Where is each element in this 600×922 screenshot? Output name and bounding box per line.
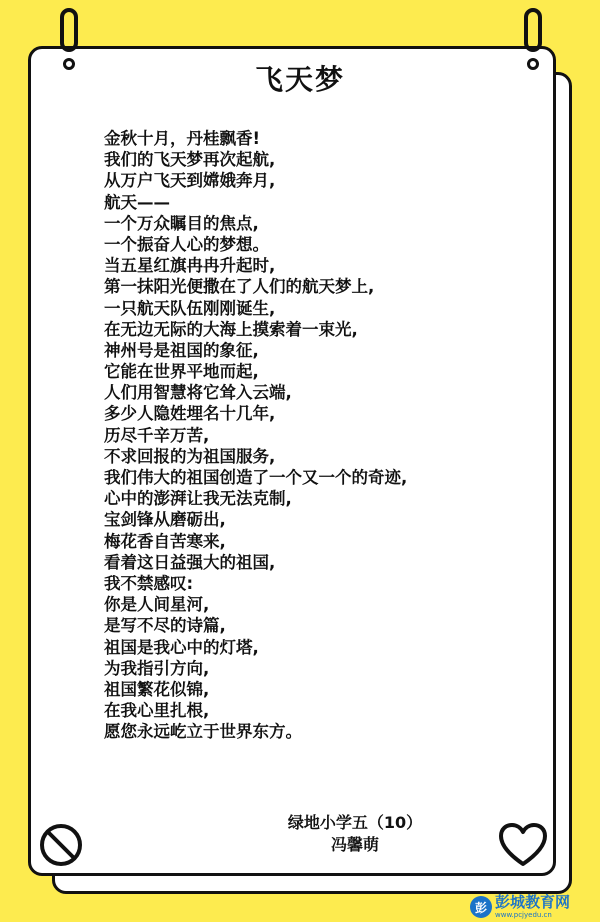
poem-line: 宝剑锋从磨砺出, bbox=[104, 510, 226, 530]
signature bbox=[270, 812, 440, 856]
no-entry-icon bbox=[38, 822, 84, 868]
watermark-url: www.pcjyedu.cn bbox=[495, 911, 552, 919]
poem-line: 梅花香自苦寒来, bbox=[104, 531, 226, 551]
poem-line: 在我心里扎根, bbox=[104, 701, 210, 721]
poem-body bbox=[104, 128, 544, 742]
binder-ring-left bbox=[60, 8, 78, 52]
poem-line: 当五星红旗冉冉升起时, bbox=[104, 256, 276, 276]
poem-line: 在无边无际的大海上摸索着一束光, bbox=[104, 319, 358, 339]
poem-line: 我不禁感叹: bbox=[104, 573, 194, 593]
author-name: 冯馨萌 bbox=[330, 835, 379, 854]
poem-line: 多少人隐姓埋名十几年, bbox=[104, 404, 276, 424]
poem-line: 我们伟大的祖国创造了一个又一个的奇迹, bbox=[104, 468, 408, 487]
poem-line: 一个振奋人心的梦想。 bbox=[104, 234, 269, 254]
poem-line: 人们用智慧将它耸入云端, bbox=[104, 383, 292, 403]
poem-line: 从万户飞天到嫦娥奔月, bbox=[104, 171, 276, 191]
poem-line: 第一抹阳光便撒在了人们的航天梦上, bbox=[104, 277, 375, 297]
poem-line: 祖国是我心中的灯塔, bbox=[104, 637, 259, 657]
watermark-text bbox=[495, 895, 570, 919]
poem-line: 我们的飞天梦再次起航, bbox=[104, 150, 276, 170]
poem-line: 它能在世界平地而起, bbox=[104, 362, 259, 382]
poem-line: 不求回报的为祖国服务, bbox=[104, 446, 276, 466]
watermark-name: 彭城教育网 bbox=[495, 893, 571, 911]
binder-ring-right bbox=[524, 8, 542, 52]
site-watermark bbox=[470, 892, 600, 922]
poem-line: 历尽千辛万苦, bbox=[104, 425, 210, 445]
poem-line: 祖国繁花似锦, bbox=[104, 679, 210, 699]
poem-line: 心中的澎湃让我无法克制, bbox=[104, 489, 292, 509]
poem-line: 一只航天队伍刚刚诞生, bbox=[104, 298, 276, 318]
poem-line: 一个万众瞩目的焦点, bbox=[104, 213, 259, 233]
poem-line: 看着这日益强大的祖国, bbox=[104, 552, 276, 572]
poem-line: 你是人间星河, bbox=[104, 595, 210, 615]
author-class: 绿地小学五（10） bbox=[287, 813, 423, 832]
poem-line: 是写不尽的诗篇, bbox=[104, 616, 226, 636]
poem-line: 愿您永远屹立于世界东方。 bbox=[104, 722, 302, 742]
poem-line: 神州号是祖国的象征, bbox=[104, 340, 259, 360]
poem-line: 金秋十月，丹桂飘香! bbox=[104, 129, 261, 148]
poem-line: 航天—— bbox=[104, 192, 170, 212]
watermark-logo: 彭 bbox=[470, 896, 492, 918]
poem-title: 飞天梦 bbox=[254, 63, 345, 96]
heart-icon bbox=[498, 822, 548, 868]
poem-line: 为我指引方向, bbox=[104, 658, 210, 678]
